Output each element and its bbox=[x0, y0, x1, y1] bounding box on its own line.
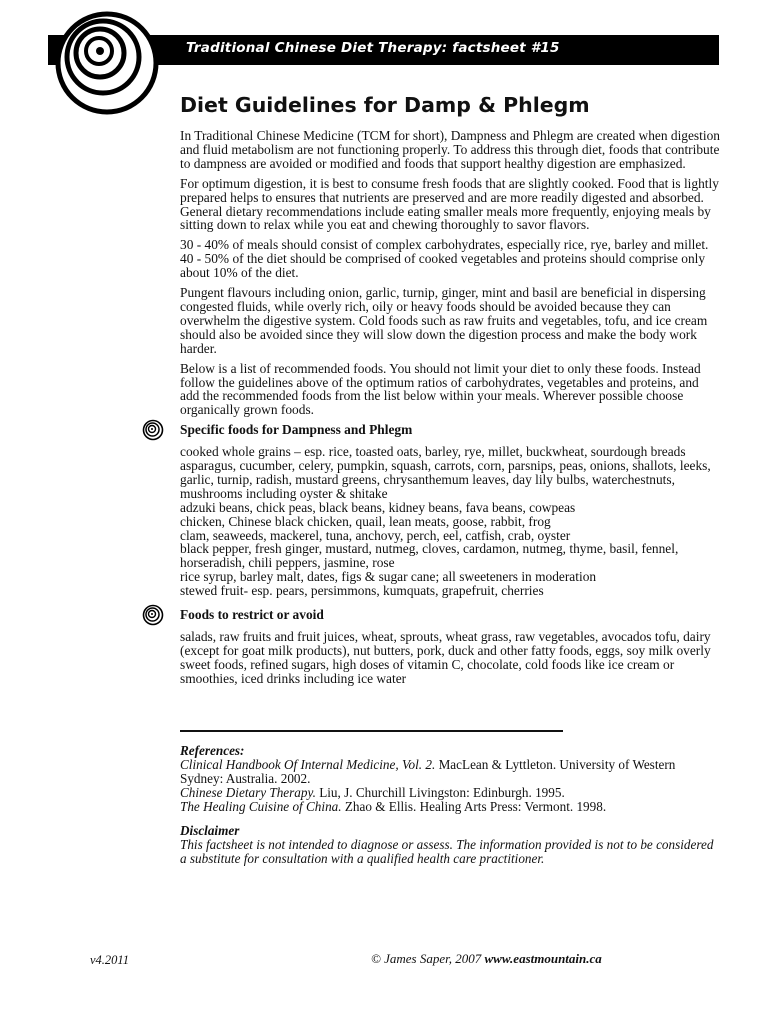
disclaimer-label: Disclaimer bbox=[180, 823, 240, 838]
reference-details: Liu, J. Churchill Livingston: Edinburgh. 1995. bbox=[315, 785, 565, 800]
references-label: References: bbox=[180, 743, 245, 758]
reference-item bbox=[180, 786, 720, 800]
list-item: cooked whole grains – esp. rice, toasted oats, barley, rye, millet, buckwheat, sourdough breads bbox=[180, 444, 686, 460]
restrict-foods-heading bbox=[180, 608, 720, 622]
list-item: rice syrup, barley malt, dates, figs & sugar cane; all sweeteners in moderation bbox=[180, 569, 597, 585]
reference-details: Zhao & Ellis. Healing Arts Press: Vermont. 1998. bbox=[341, 799, 607, 814]
specific-foods-heading bbox=[180, 423, 720, 437]
list-item: asparagus, cucumber, celery, pumpkin, squash, carrots, corn, parsnips, peas, onions, shallots, leeks, garlic, turnip, radish, mustard greens, chrysanthemum leaves, day lily bulbs, waterchestnuts, mushrooms including oyster & shitake bbox=[180, 458, 711, 501]
spiral-bullet-icon bbox=[142, 604, 164, 626]
reference-item bbox=[180, 758, 720, 786]
list-item: black pepper, fresh ginger, mustard, nutmeg, cloves, cardamon, nutmeg, thyme, basil, fennel, horseradish, chili peppers, jasmine, rose bbox=[180, 541, 679, 571]
restrict-foods-text: salads, raw fruits and fruit juices, wheat, sprouts, wheat grass, raw vegetables, avocados tofu, dairy (except for goat milk products), nut butters, pork, duck and other fatty foods, eggs, soy milk overly sweet foods, refined sugars, high doses of vitamin C, chocolate, cold foods like ice cream or smoothies, iced drinks including ice water bbox=[180, 629, 711, 686]
reference-details: MacLean & Lyttleton. University of Western Sydney: Australia. 2002. bbox=[180, 757, 676, 786]
list-item: stewed fruit- esp. pears, persimmons, kumquats, grapefruit, cherries bbox=[180, 583, 544, 599]
footer-credit bbox=[371, 951, 602, 967]
spiral-logo-icon bbox=[54, 10, 160, 116]
list-item: chicken, Chinese black chicken, quail, lean meats, goose, rabbit, frog bbox=[180, 513, 551, 529]
page-title: Diet Guidelines for Damp & Phlegm bbox=[180, 93, 590, 117]
digestion-paragraph: For optimum digestion, it is best to consume fresh foods that are slightly cooked. Food that is lightly prepared helps to ensures that nutrients are preserved and are more readily digested and absorbed. General dietary recommendations include eating smaller meals more frequently, enjoying meals by sitting down to relax while you eat and chewing thoroughly to savor flavors. bbox=[180, 175, 719, 233]
article-body bbox=[180, 129, 720, 692]
restrict-foods-heading-text: Foods to restrict or avoid bbox=[180, 607, 324, 623]
header-title: Traditional Chinese Diet Therapy: factsheet #15 bbox=[186, 40, 560, 56]
references-block bbox=[180, 744, 720, 866]
specific-foods-list bbox=[180, 445, 720, 598]
reference-title: Clinical Handbook Of Internal Medicine, Vol. 2. bbox=[180, 757, 436, 772]
reference-title: The Healing Cuisine of China. bbox=[180, 799, 342, 814]
ratio-paragraph: 30 - 40% of meals should consist of complex carbohydrates, especially rice, rye, barley and millet. 40 - 50% of the diet should be comprised of cooked vegetables and proteins should comprise only about 10% of the diet. bbox=[180, 237, 709, 281]
disclaimer-text: This factsheet is not intended to diagnose or assess. The information provided is not to be considered a substitute for consultation with a qualified health care practitioner. bbox=[180, 837, 714, 866]
spiral-bullet-icon bbox=[142, 419, 164, 441]
website-link[interactable]: www.eastmountain.ca bbox=[484, 951, 602, 966]
reference-item bbox=[180, 800, 720, 814]
specific-foods-heading-text: Specific foods for Dampness and Phlegm bbox=[180, 422, 413, 438]
reference-title: Chinese Dietary Therapy. bbox=[180, 785, 316, 800]
list-item: clam, seaweeds, mackerel, tuna, anchovy, perch, eel, catfish, crab, oyster bbox=[180, 527, 571, 543]
copyright-text: © James Saper, 2007 bbox=[371, 951, 485, 966]
divider bbox=[180, 730, 563, 732]
version-label: v4.2011 bbox=[90, 953, 129, 967]
intro-paragraph: In Traditional Chinese Medicine (TCM for short), Dampness and Phlegm are created when digestion and fluid metabolism are not functioning properly. To address this through diet, foods that contribute to dampness are avoided or modified and foods that support healthy digestion are emphasized. bbox=[180, 128, 720, 171]
flavours-paragraph: Pungent flavours including onion, garlic, turnip, ginger, mint and basil are beneficial in dispersing congested fluids, while overly rich, oily or heavy foods should be avoided because they can overwhelm the digestive system. Cold foods such as raw fruits and vegetables, tofu, and ice cream should also be avoided since they will slow down the digestion process and make the body work harder. bbox=[180, 285, 708, 356]
disclaimer-block bbox=[180, 824, 720, 866]
list-item: adzuki beans, chick peas, black beans, kidney beans, fava beans, cowpeas bbox=[180, 499, 576, 515]
recommended-paragraph: Below is a list of recommended foods. You should not limit your diet to only these foods. Instead follow the guidelines above of the optimum ratios of carbohydrates, vegetables and proteins, and add the recommended foods from the list below within your meals. Wherever possible choose organically grown foods. bbox=[180, 360, 701, 418]
